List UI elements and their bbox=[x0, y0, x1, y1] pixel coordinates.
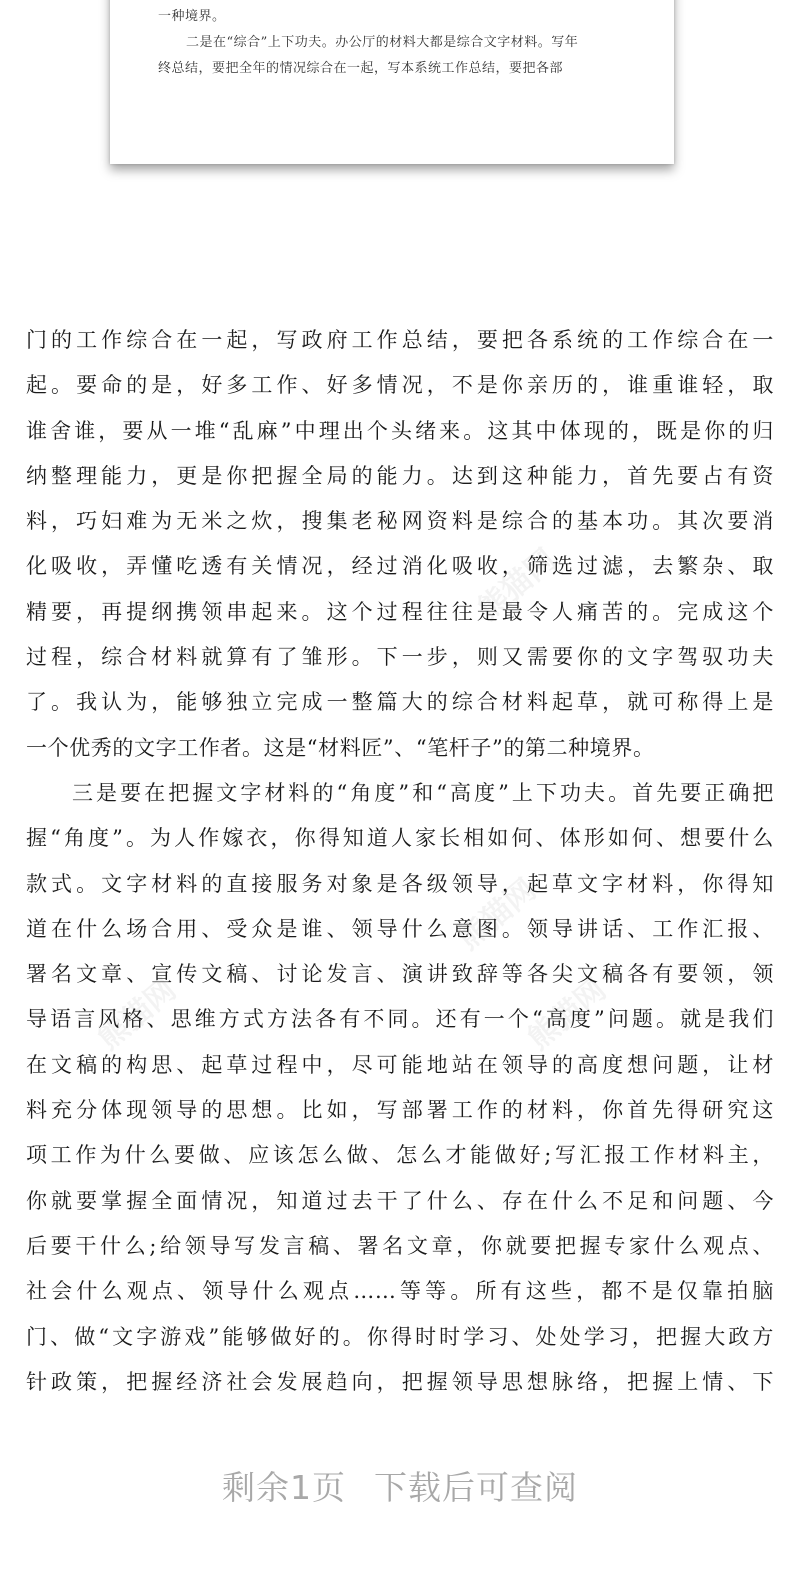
body-line: 门、做“文字游戏”能够做好的。你得时时学习、处处学习，把握大政方 bbox=[26, 1324, 774, 1349]
body-line: 署名文章、宣传文稿、讨论发言、演讲致辞等各尖文稿各有要领，领 bbox=[26, 962, 774, 987]
watermark: 熊猫网 bbox=[451, 872, 543, 958]
watermark: 熊猫网 bbox=[521, 972, 613, 1058]
body-line: 起。要命的是，好多工作、好多情况，不是你亲历的，谁重谁轻，取 bbox=[26, 373, 774, 398]
body-line: 在文稿的构思、起草过程中，尽可能地站在领导的高度想问题，让材 bbox=[26, 1052, 774, 1077]
body-line: 道在什么场合用、受众是谁、领导什么意图。领导讲话、工作汇报、 bbox=[26, 916, 774, 941]
body-line: 料充分体现领导的思想。比如，写部署工作的材料，你首先得研究这 bbox=[26, 1098, 774, 1123]
watermark: 熊猫网 bbox=[471, 542, 563, 628]
body-line: 料，巧妇难为无米之炊，搜集老秘网资料是综合的基本功。其次要消 bbox=[26, 509, 774, 534]
preview-text-block bbox=[158, 4, 638, 82]
body-line: 了。我认为，能够独立完成一整篇大的综合材料起草，就可称得上是 bbox=[26, 690, 774, 715]
body-line: 谁舍谁，要从一堆“乱麻”中理出个头绪来。这其中体现的，既是你的归 bbox=[26, 418, 774, 443]
preview-line: 二是在“综合”上下功夫。办公厅的材料大都是综合文字材料。写年 bbox=[186, 35, 579, 50]
body-line: 社会什么观点、领导什么观点……等等。所有这些，都不是仅靠拍脑 bbox=[26, 1279, 774, 1304]
remaining-pages-label: 剩余1页 bbox=[222, 1468, 346, 1507]
body-line: 一个优秀的文字工作者。这是“材料匠”、“笔杆子”的第二种境界。 bbox=[26, 735, 655, 760]
body-line: 款式。文字材料的直接服务对象是各级领导，起草文字材料，你得知 bbox=[26, 871, 774, 896]
body-line: 针政策，把握经济社会发展趋向，把握领导思想脉络，把握上情、下 bbox=[26, 1369, 774, 1394]
body-line: 后要干什么;给领导写发言稿、署名文章，你就要把握专家什么观点、 bbox=[26, 1233, 774, 1258]
preview-page-card bbox=[110, 0, 674, 164]
body-line: 导语言风格、思维方式方法各有不同。还有一个“高度”问题。就是我们 bbox=[26, 1007, 774, 1032]
body-line: 项工作为什么要做、应该怎么做、怎么才能做好;写汇报工作材料主， bbox=[26, 1143, 774, 1168]
body-line: 过程，综合材料就算有了雏形。下一步，则又需要你的文字驾驭功夫 bbox=[26, 645, 774, 670]
preview-line: 终总结，要把全年的情况综合在一起，写本系统工作总结，要把各部 bbox=[158, 61, 564, 76]
body-line: 化吸收，弄懂吃透有关情况，经过消化吸收，筛选过滤，去繁杂、取 bbox=[26, 554, 774, 579]
download-prompt[interactable] bbox=[0, 1462, 800, 1509]
watermark: 熊猫网 bbox=[91, 972, 183, 1058]
body-line: 握“角度”。为人作嫁衣，你得知道人家长相如何、体形如何、想要什么 bbox=[26, 826, 774, 851]
document-body bbox=[26, 318, 774, 1405]
download-hint-label: 下载后可查阅 bbox=[374, 1468, 578, 1507]
body-line: 三是要在把握文字材料的“角度”和“高度”上下功夫。首先要正确把 bbox=[72, 780, 774, 805]
body-line: 纳整理能力，更是你把握全局的能力。达到这种能力，首先要占有资 bbox=[26, 463, 774, 488]
body-line: 你就要掌握全面情况，知道过去干了什么、存在什么不足和问题、今 bbox=[26, 1188, 774, 1213]
preview-line: 一种境界。 bbox=[158, 9, 226, 24]
body-line: 精要，再提纲携领串起来。这个过程往往是最令人痛苦的。完成这个 bbox=[26, 599, 774, 624]
body-line: 门的工作综合在一起，写政府工作总结，要把各系统的工作综合在一 bbox=[26, 328, 774, 352]
